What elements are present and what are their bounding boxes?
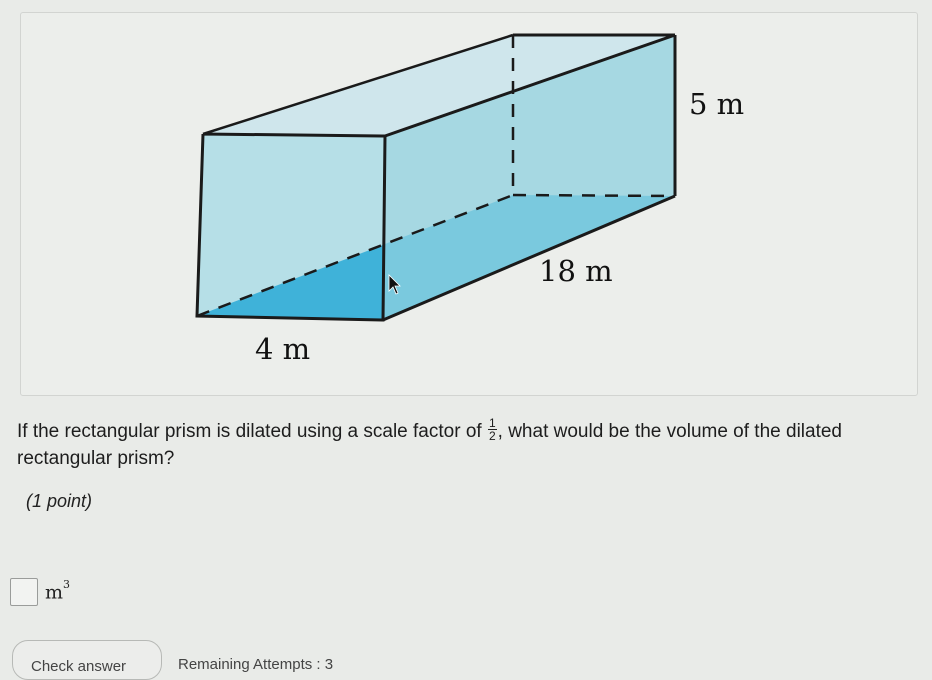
figure-card: [20, 12, 918, 396]
height-label: 5 m: [689, 87, 745, 121]
answer-unit: [45, 577, 71, 604]
points-label: (1 point): [26, 491, 93, 511]
prism-diagram: [21, 13, 919, 397]
unit-exponent: 3: [63, 577, 71, 591]
question-text-before: If the rectangular prism is dilated using a scale factor of: [17, 421, 482, 442]
answer-input[interactable]: [10, 578, 38, 606]
width-label: 4 m: [255, 332, 311, 366]
fraction-denominator: 2: [488, 429, 496, 444]
answer-row: [10, 576, 70, 608]
scale-factor-fraction: [488, 417, 497, 442]
check-answer-button[interactable]: Check answer: [12, 640, 162, 680]
length-label: 18 m: [539, 254, 613, 288]
unit-base: m: [45, 581, 64, 604]
question-text: [17, 418, 917, 472]
fraction-numerator: 1: [488, 416, 496, 431]
remaining-attempts: Remaining Attempts : 3: [178, 656, 334, 673]
question-text-after: , what would be the volume of the dilated rectangular prism?: [17, 421, 842, 469]
